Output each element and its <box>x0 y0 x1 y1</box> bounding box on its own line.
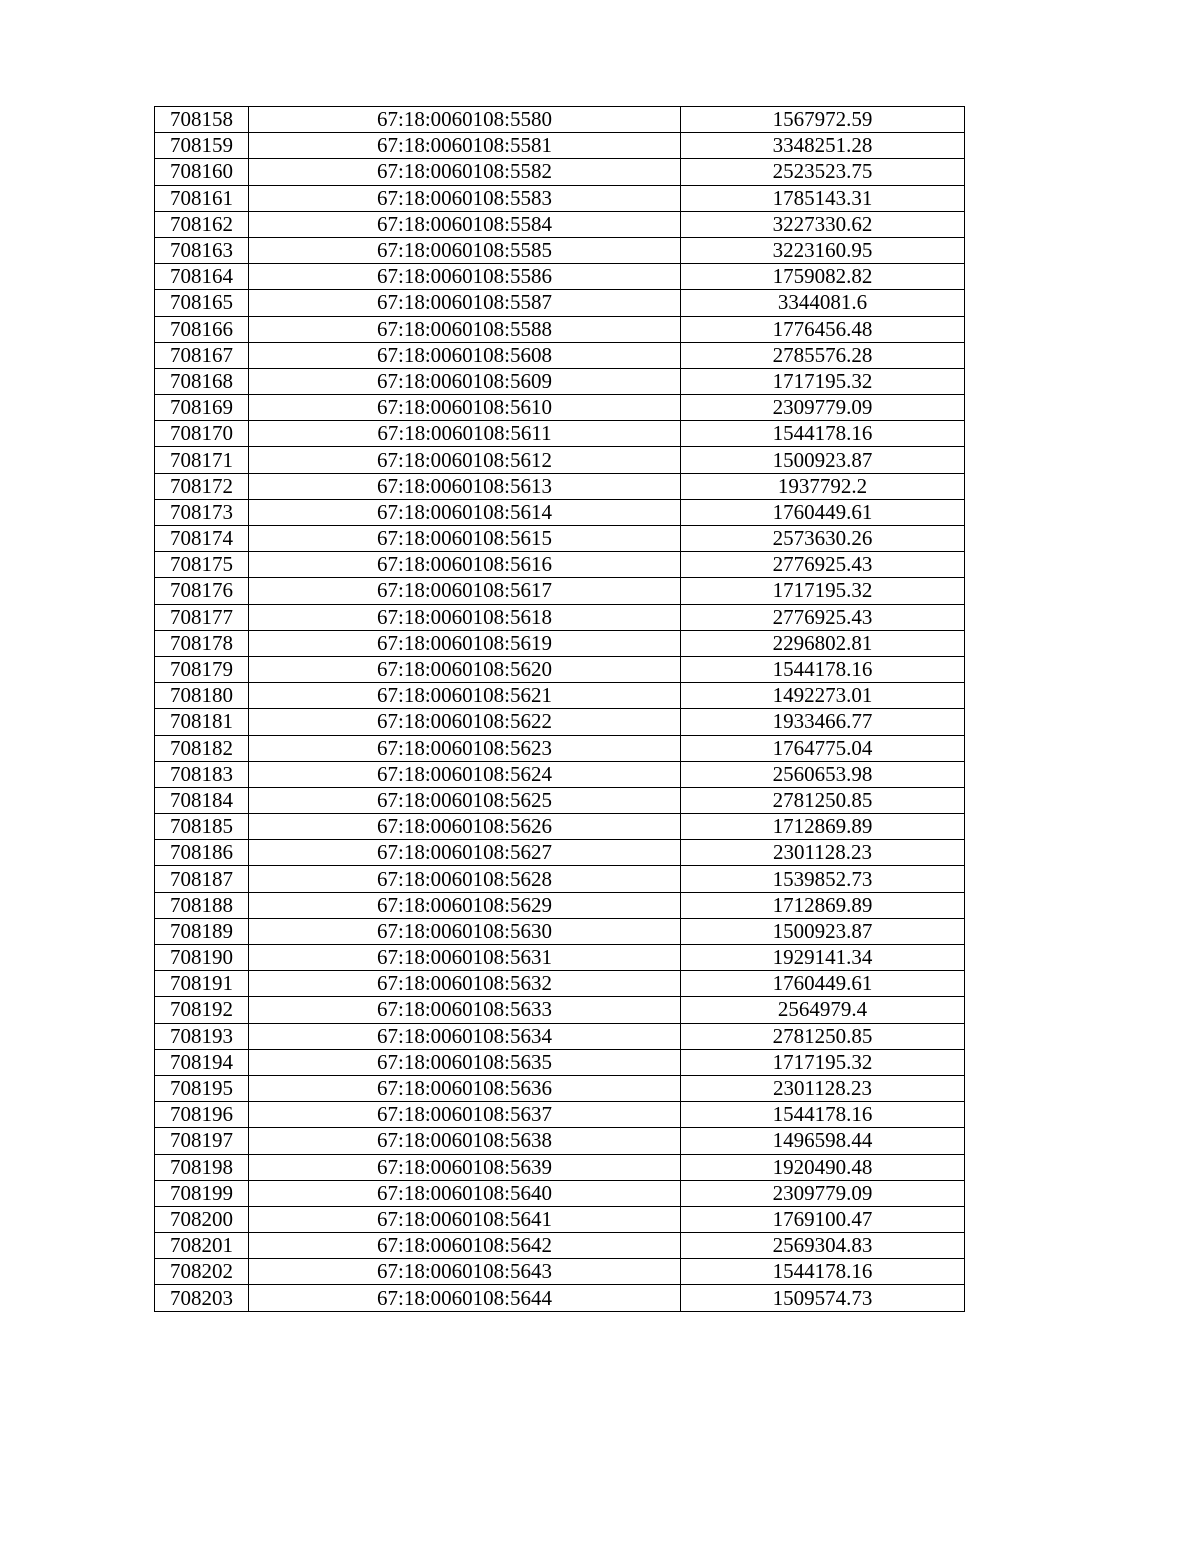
cadastral-value-cell: 3227330.62 <box>681 211 965 237</box>
cadastral-value-cell: 1567972.59 <box>681 107 965 133</box>
cadastral-number-cell: 67:18:0060108:5635 <box>249 1049 681 1075</box>
row-number-cell: 708202 <box>155 1259 249 1285</box>
cadastral-number-cell: 67:18:0060108:5620 <box>249 656 681 682</box>
cadastral-value-cell: 1500923.87 <box>681 918 965 944</box>
cadastral-number-cell: 67:18:0060108:5583 <box>249 185 681 211</box>
cadastral-value-cell: 1496598.44 <box>681 1128 965 1154</box>
cadastral-number-cell: 67:18:0060108:5611 <box>249 421 681 447</box>
cadastral-value-cell: 2309779.09 <box>681 395 965 421</box>
table-row <box>155 945 965 971</box>
cadastral-value-cell: 1717195.32 <box>681 1049 965 1075</box>
row-number-cell: 708180 <box>155 683 249 709</box>
row-number-cell: 708177 <box>155 604 249 630</box>
cadastral-value-cell: 1717195.32 <box>681 368 965 394</box>
row-number-cell: 708182 <box>155 735 249 761</box>
row-number-cell: 708173 <box>155 499 249 525</box>
row-number-cell: 708165 <box>155 290 249 316</box>
cadastral-number-cell: 67:18:0060108:5582 <box>249 159 681 185</box>
row-number-cell: 708185 <box>155 814 249 840</box>
row-number-cell: 708166 <box>155 316 249 342</box>
cadastral-number-cell: 67:18:0060108:5610 <box>249 395 681 421</box>
table-row <box>155 1075 965 1101</box>
cadastral-number-cell: 67:18:0060108:5581 <box>249 133 681 159</box>
cadastral-value-cell: 2309779.09 <box>681 1180 965 1206</box>
cadastral-value-cell: 2776925.43 <box>681 552 965 578</box>
cadastral-value-cell: 1933466.77 <box>681 709 965 735</box>
cadastral-number-cell: 67:18:0060108:5609 <box>249 368 681 394</box>
row-number-cell: 708192 <box>155 997 249 1023</box>
table-row <box>155 211 965 237</box>
cadastral-value-cell: 2523523.75 <box>681 159 965 185</box>
cadastral-number-cell: 67:18:0060108:5641 <box>249 1206 681 1232</box>
row-number-cell: 708190 <box>155 945 249 971</box>
cadastral-value-cell: 2296802.81 <box>681 630 965 656</box>
row-number-cell: 708163 <box>155 237 249 263</box>
cadastral-value-cell: 1544178.16 <box>681 656 965 682</box>
row-number-cell: 708158 <box>155 107 249 133</box>
cadastral-number-cell: 67:18:0060108:5632 <box>249 971 681 997</box>
table-row <box>155 735 965 761</box>
cadastral-number-cell: 67:18:0060108:5631 <box>249 945 681 971</box>
cadastral-number-cell: 67:18:0060108:5588 <box>249 316 681 342</box>
table-row <box>155 1206 965 1232</box>
cadastral-value-cell: 3348251.28 <box>681 133 965 159</box>
cadastral-number-cell: 67:18:0060108:5623 <box>249 735 681 761</box>
table-row <box>155 918 965 944</box>
cadastral-value-cell: 2781250.85 <box>681 787 965 813</box>
table-row <box>155 1259 965 1285</box>
table-row <box>155 578 965 604</box>
table-row <box>155 604 965 630</box>
row-number-cell: 708184 <box>155 787 249 813</box>
cadastral-value-cell: 2573630.26 <box>681 526 965 552</box>
row-number-cell: 708194 <box>155 1049 249 1075</box>
row-number-cell: 708191 <box>155 971 249 997</box>
cadastral-number-cell: 67:18:0060108:5614 <box>249 499 681 525</box>
cadastral-number-cell: 67:18:0060108:5639 <box>249 1154 681 1180</box>
cadastral-number-cell: 67:18:0060108:5628 <box>249 866 681 892</box>
table-row <box>155 185 965 211</box>
table-row <box>155 473 965 499</box>
cadastral-number-cell: 67:18:0060108:5624 <box>249 761 681 787</box>
row-number-cell: 708193 <box>155 1023 249 1049</box>
cadastral-number-cell: 67:18:0060108:5636 <box>249 1075 681 1101</box>
cadastral-value-cell: 2301128.23 <box>681 1075 965 1101</box>
table-row <box>155 552 965 578</box>
cadastral-value-cell: 1717195.32 <box>681 578 965 604</box>
cadastral-number-cell: 67:18:0060108:5622 <box>249 709 681 735</box>
table-row <box>155 630 965 656</box>
table-row <box>155 368 965 394</box>
row-number-cell: 708167 <box>155 342 249 368</box>
cadastral-number-cell: 67:18:0060108:5640 <box>249 1180 681 1206</box>
cadastral-value-cell: 1500923.87 <box>681 447 965 473</box>
table-row <box>155 1128 965 1154</box>
cadastral-value-cell: 2785576.28 <box>681 342 965 368</box>
cadastral-value-cell: 1544178.16 <box>681 421 965 447</box>
cadastral-value-cell: 1760449.61 <box>681 499 965 525</box>
cadastral-number-cell: 67:18:0060108:5637 <box>249 1102 681 1128</box>
cadastral-value-cell: 1937792.2 <box>681 473 965 499</box>
cadastral-value-cell: 1929141.34 <box>681 945 965 971</box>
row-number-cell: 708162 <box>155 211 249 237</box>
table-row <box>155 395 965 421</box>
row-number-cell: 708186 <box>155 840 249 866</box>
row-number-cell: 708195 <box>155 1075 249 1101</box>
cadastral-number-cell: 67:18:0060108:5616 <box>249 552 681 578</box>
cadastral-number-cell: 67:18:0060108:5626 <box>249 814 681 840</box>
table-row <box>155 761 965 787</box>
table-row <box>155 656 965 682</box>
row-number-cell: 708196 <box>155 1102 249 1128</box>
cadastral-value-cell: 1785143.31 <box>681 185 965 211</box>
row-number-cell: 708183 <box>155 761 249 787</box>
cadastral-value-cell: 2560653.98 <box>681 761 965 787</box>
row-number-cell: 708200 <box>155 1206 249 1232</box>
table-row <box>155 421 965 447</box>
cadastral-value-cell: 1544178.16 <box>681 1259 965 1285</box>
table-row <box>155 1049 965 1075</box>
cadastral-number-cell: 67:18:0060108:5634 <box>249 1023 681 1049</box>
cadastral-number-cell: 67:18:0060108:5612 <box>249 447 681 473</box>
cadastral-number-cell: 67:18:0060108:5613 <box>249 473 681 499</box>
cadastral-number-cell: 67:18:0060108:5585 <box>249 237 681 263</box>
cadastral-number-cell: 67:18:0060108:5617 <box>249 578 681 604</box>
table-row <box>155 447 965 473</box>
cadastral-value-table <box>154 106 965 1312</box>
row-number-cell: 708164 <box>155 264 249 290</box>
cadastral-number-cell: 67:18:0060108:5625 <box>249 787 681 813</box>
table-row <box>155 1285 965 1311</box>
table-row <box>155 971 965 997</box>
cadastral-value-cell: 1712869.89 <box>681 814 965 840</box>
cadastral-value-cell: 2776925.43 <box>681 604 965 630</box>
cadastral-number-cell: 67:18:0060108:5643 <box>249 1259 681 1285</box>
cadastral-number-cell: 67:18:0060108:5621 <box>249 683 681 709</box>
cadastral-value-cell: 1769100.47 <box>681 1206 965 1232</box>
table-row <box>155 814 965 840</box>
cadastral-number-cell: 67:18:0060108:5587 <box>249 290 681 316</box>
row-number-cell: 708179 <box>155 656 249 682</box>
table-row <box>155 526 965 552</box>
row-number-cell: 708199 <box>155 1180 249 1206</box>
row-number-cell: 708189 <box>155 918 249 944</box>
cadastral-number-cell: 67:18:0060108:5644 <box>249 1285 681 1311</box>
table-row <box>155 892 965 918</box>
row-number-cell: 708181 <box>155 709 249 735</box>
cadastral-number-cell: 67:18:0060108:5633 <box>249 997 681 1023</box>
row-number-cell: 708175 <box>155 552 249 578</box>
table-row <box>155 237 965 263</box>
cadastral-number-cell: 67:18:0060108:5586 <box>249 264 681 290</box>
row-number-cell: 708188 <box>155 892 249 918</box>
cadastral-value-cell: 2301128.23 <box>681 840 965 866</box>
cadastral-value-cell: 2564979.4 <box>681 997 965 1023</box>
row-number-cell: 708161 <box>155 185 249 211</box>
cadastral-number-cell: 67:18:0060108:5580 <box>249 107 681 133</box>
cadastral-value-cell: 1509574.73 <box>681 1285 965 1311</box>
cadastral-value-cell: 3344081.6 <box>681 290 965 316</box>
row-number-cell: 708170 <box>155 421 249 447</box>
row-number-cell: 708178 <box>155 630 249 656</box>
cadastral-value-cell: 1544178.16 <box>681 1102 965 1128</box>
table-row <box>155 1154 965 1180</box>
table-row <box>155 1102 965 1128</box>
table-row <box>155 840 965 866</box>
cadastral-value-cell: 3223160.95 <box>681 237 965 263</box>
cadastral-value-cell: 1539852.73 <box>681 866 965 892</box>
row-number-cell: 708160 <box>155 159 249 185</box>
row-number-cell: 708176 <box>155 578 249 604</box>
row-number-cell: 708197 <box>155 1128 249 1154</box>
cadastral-value-cell: 2781250.85 <box>681 1023 965 1049</box>
table-body <box>155 107 965 1312</box>
cadastral-number-cell: 67:18:0060108:5642 <box>249 1233 681 1259</box>
row-number-cell: 708169 <box>155 395 249 421</box>
cadastral-number-cell: 67:18:0060108:5619 <box>249 630 681 656</box>
table-row <box>155 683 965 709</box>
cadastral-value-cell: 1492273.01 <box>681 683 965 709</box>
cadastral-value-cell: 1759082.82 <box>681 264 965 290</box>
cadastral-value-cell: 1764775.04 <box>681 735 965 761</box>
row-number-cell: 708187 <box>155 866 249 892</box>
table-row <box>155 133 965 159</box>
table-row <box>155 1180 965 1206</box>
row-number-cell: 708201 <box>155 1233 249 1259</box>
cadastral-value-cell: 2569304.83 <box>681 1233 965 1259</box>
table-row <box>155 342 965 368</box>
table-row <box>155 1233 965 1259</box>
cadastral-number-cell: 67:18:0060108:5618 <box>249 604 681 630</box>
row-number-cell: 708198 <box>155 1154 249 1180</box>
cadastral-number-cell: 67:18:0060108:5629 <box>249 892 681 918</box>
table-row <box>155 290 965 316</box>
cadastral-value-cell: 1776456.48 <box>681 316 965 342</box>
table-row <box>155 997 965 1023</box>
row-number-cell: 708168 <box>155 368 249 394</box>
cadastral-value-cell: 1712869.89 <box>681 892 965 918</box>
table-row <box>155 107 965 133</box>
cadastral-value-cell: 1920490.48 <box>681 1154 965 1180</box>
cadastral-number-cell: 67:18:0060108:5630 <box>249 918 681 944</box>
cadastral-number-cell: 67:18:0060108:5608 <box>249 342 681 368</box>
table-row <box>155 787 965 813</box>
cadastral-number-cell: 67:18:0060108:5584 <box>249 211 681 237</box>
cadastral-number-cell: 67:18:0060108:5627 <box>249 840 681 866</box>
row-number-cell: 708203 <box>155 1285 249 1311</box>
table-row <box>155 709 965 735</box>
row-number-cell: 708174 <box>155 526 249 552</box>
table-row <box>155 159 965 185</box>
cadastral-number-cell: 67:18:0060108:5638 <box>249 1128 681 1154</box>
cadastral-number-cell: 67:18:0060108:5615 <box>249 526 681 552</box>
table-row <box>155 264 965 290</box>
table-row <box>155 316 965 342</box>
table-row <box>155 1023 965 1049</box>
row-number-cell: 708172 <box>155 473 249 499</box>
row-number-cell: 708171 <box>155 447 249 473</box>
table-row <box>155 866 965 892</box>
cadastral-value-cell: 1760449.61 <box>681 971 965 997</box>
row-number-cell: 708159 <box>155 133 249 159</box>
table-row <box>155 499 965 525</box>
